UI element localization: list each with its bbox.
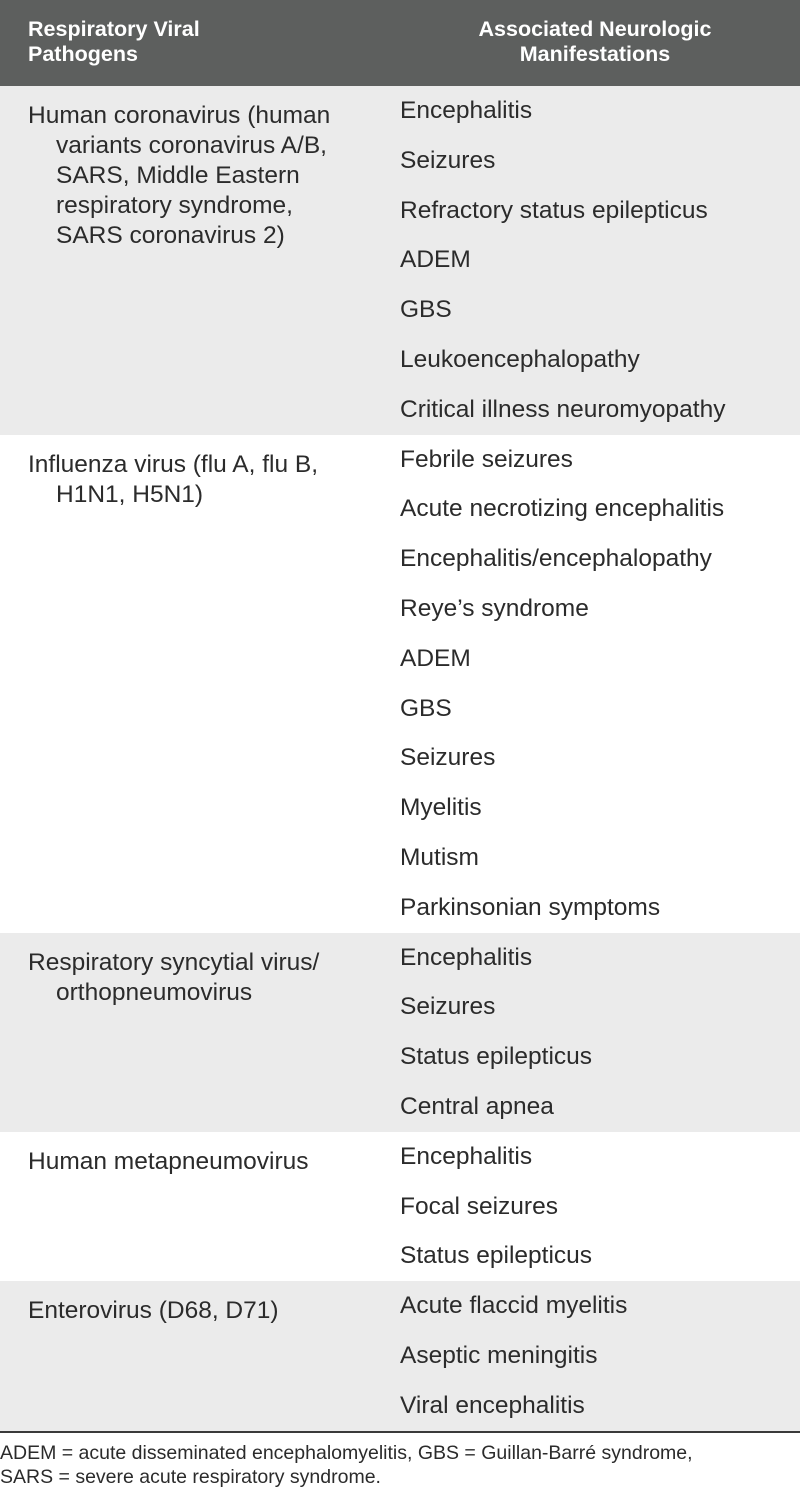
manifestation-item: Encephalitis <box>400 1142 533 1170</box>
manifestation-item: Febrile seizures <box>400 445 573 473</box>
manifestations-cell <box>390 1132 800 1281</box>
manifestation-item: Leukoencephalopathy <box>400 345 640 373</box>
pathogen-text: respiratory syndrome, <box>56 192 293 219</box>
manifestation-item: Status epilepticus <box>400 1242 593 1270</box>
manifestation-item: Parkinsonian symptoms <box>400 893 661 921</box>
table-row <box>0 86 800 435</box>
header-pathogens-line1: Respiratory Viral <box>28 17 200 41</box>
manifestation-item: Seizures <box>400 744 496 772</box>
table-row <box>0 1281 800 1430</box>
manifestations-cell <box>390 933 800 1132</box>
manifestation-item: Acute flaccid myelitis <box>400 1292 628 1320</box>
pathogen-text: Enterovirus (D68, D71) <box>28 1297 279 1325</box>
pathogen-text: orthopneumovirus <box>56 978 253 1006</box>
header-manifestations <box>390 0 800 86</box>
manifestation-item: Seizures <box>400 146 496 174</box>
manifestation-item: Critical illness neuromyopathy <box>400 395 726 423</box>
footnote-line1: ADEM = acute disseminated encephalomyelitis, GBS = Guillan-Barré syndrome, <box>0 1441 693 1464</box>
footnote-line2: SARS = severe acute respiratory syndrome. <box>0 1465 381 1488</box>
table-header <box>0 0 800 86</box>
manifestation-item: Reye’s syndrome <box>400 594 589 622</box>
pathogen-text: H1N1, H5N1) <box>56 480 204 508</box>
manifestation-item: Seizures <box>400 993 496 1021</box>
manifestation-item: Myelitis <box>400 794 482 822</box>
table-row <box>0 1132 800 1281</box>
pathogen-text: SARS coronavirus 2) <box>56 222 285 249</box>
manifestation-item: Encephalitis <box>400 943 533 971</box>
pathogen-cell <box>0 435 390 933</box>
manifestation-item: Central apnea <box>400 1092 554 1120</box>
manifestation-item: ADEM <box>400 246 471 274</box>
manifestation-item: ADEM <box>400 644 471 672</box>
table-body <box>0 86 800 1431</box>
manifestation-item: Encephalitis/encephalopathy <box>400 545 712 573</box>
manifestation-item: Focal seizures <box>400 1192 558 1220</box>
table-row <box>0 435 800 933</box>
manifestation-item: Status epilepticus <box>400 1043 593 1071</box>
pathogen-text: Human coronavirus (human <box>28 102 331 129</box>
manifestation-item: Refractory status epilepticus <box>400 196 708 224</box>
manifestation-item: Viral encephalitis <box>400 1391 585 1419</box>
table-footnote <box>0 1433 800 1489</box>
pathogen-cell <box>0 1281 390 1430</box>
header-manifestations-line1: Associated Neurologic <box>478 17 712 41</box>
header-pathogens <box>0 0 390 86</box>
manifestations-cell <box>390 86 800 435</box>
manifestations-cell <box>390 1281 800 1430</box>
manifestation-item: Encephalitis <box>400 97 533 124</box>
manifestation-item: Mutism <box>400 843 479 871</box>
pathogen-text: variants coronavirus A/B, <box>56 132 327 159</box>
header-manifestations-line2: Manifestations <box>519 42 671 66</box>
table-row <box>0 933 800 1132</box>
manifestation-item: GBS <box>400 296 452 324</box>
pathogen-text: Human metapneumovirus <box>28 1147 309 1175</box>
pathogen-text: Respiratory syncytial virus/ <box>28 948 320 976</box>
pathogen-cell <box>0 86 390 435</box>
manifestation-item: GBS <box>400 694 452 722</box>
pathogen-cell <box>0 933 390 1132</box>
pathogen-cell <box>0 1132 390 1281</box>
manifestation-item: Acute necrotizing encephalitis <box>400 495 725 523</box>
header-pathogens-line2: Pathogens <box>28 42 138 66</box>
pathogen-text: SARS, Middle Eastern <box>56 162 300 189</box>
manifestation-item: Aseptic meningitis <box>400 1341 598 1369</box>
pathogen-text: Influenza virus (flu A, flu B, <box>28 450 319 478</box>
manifestations-cell <box>390 435 800 933</box>
